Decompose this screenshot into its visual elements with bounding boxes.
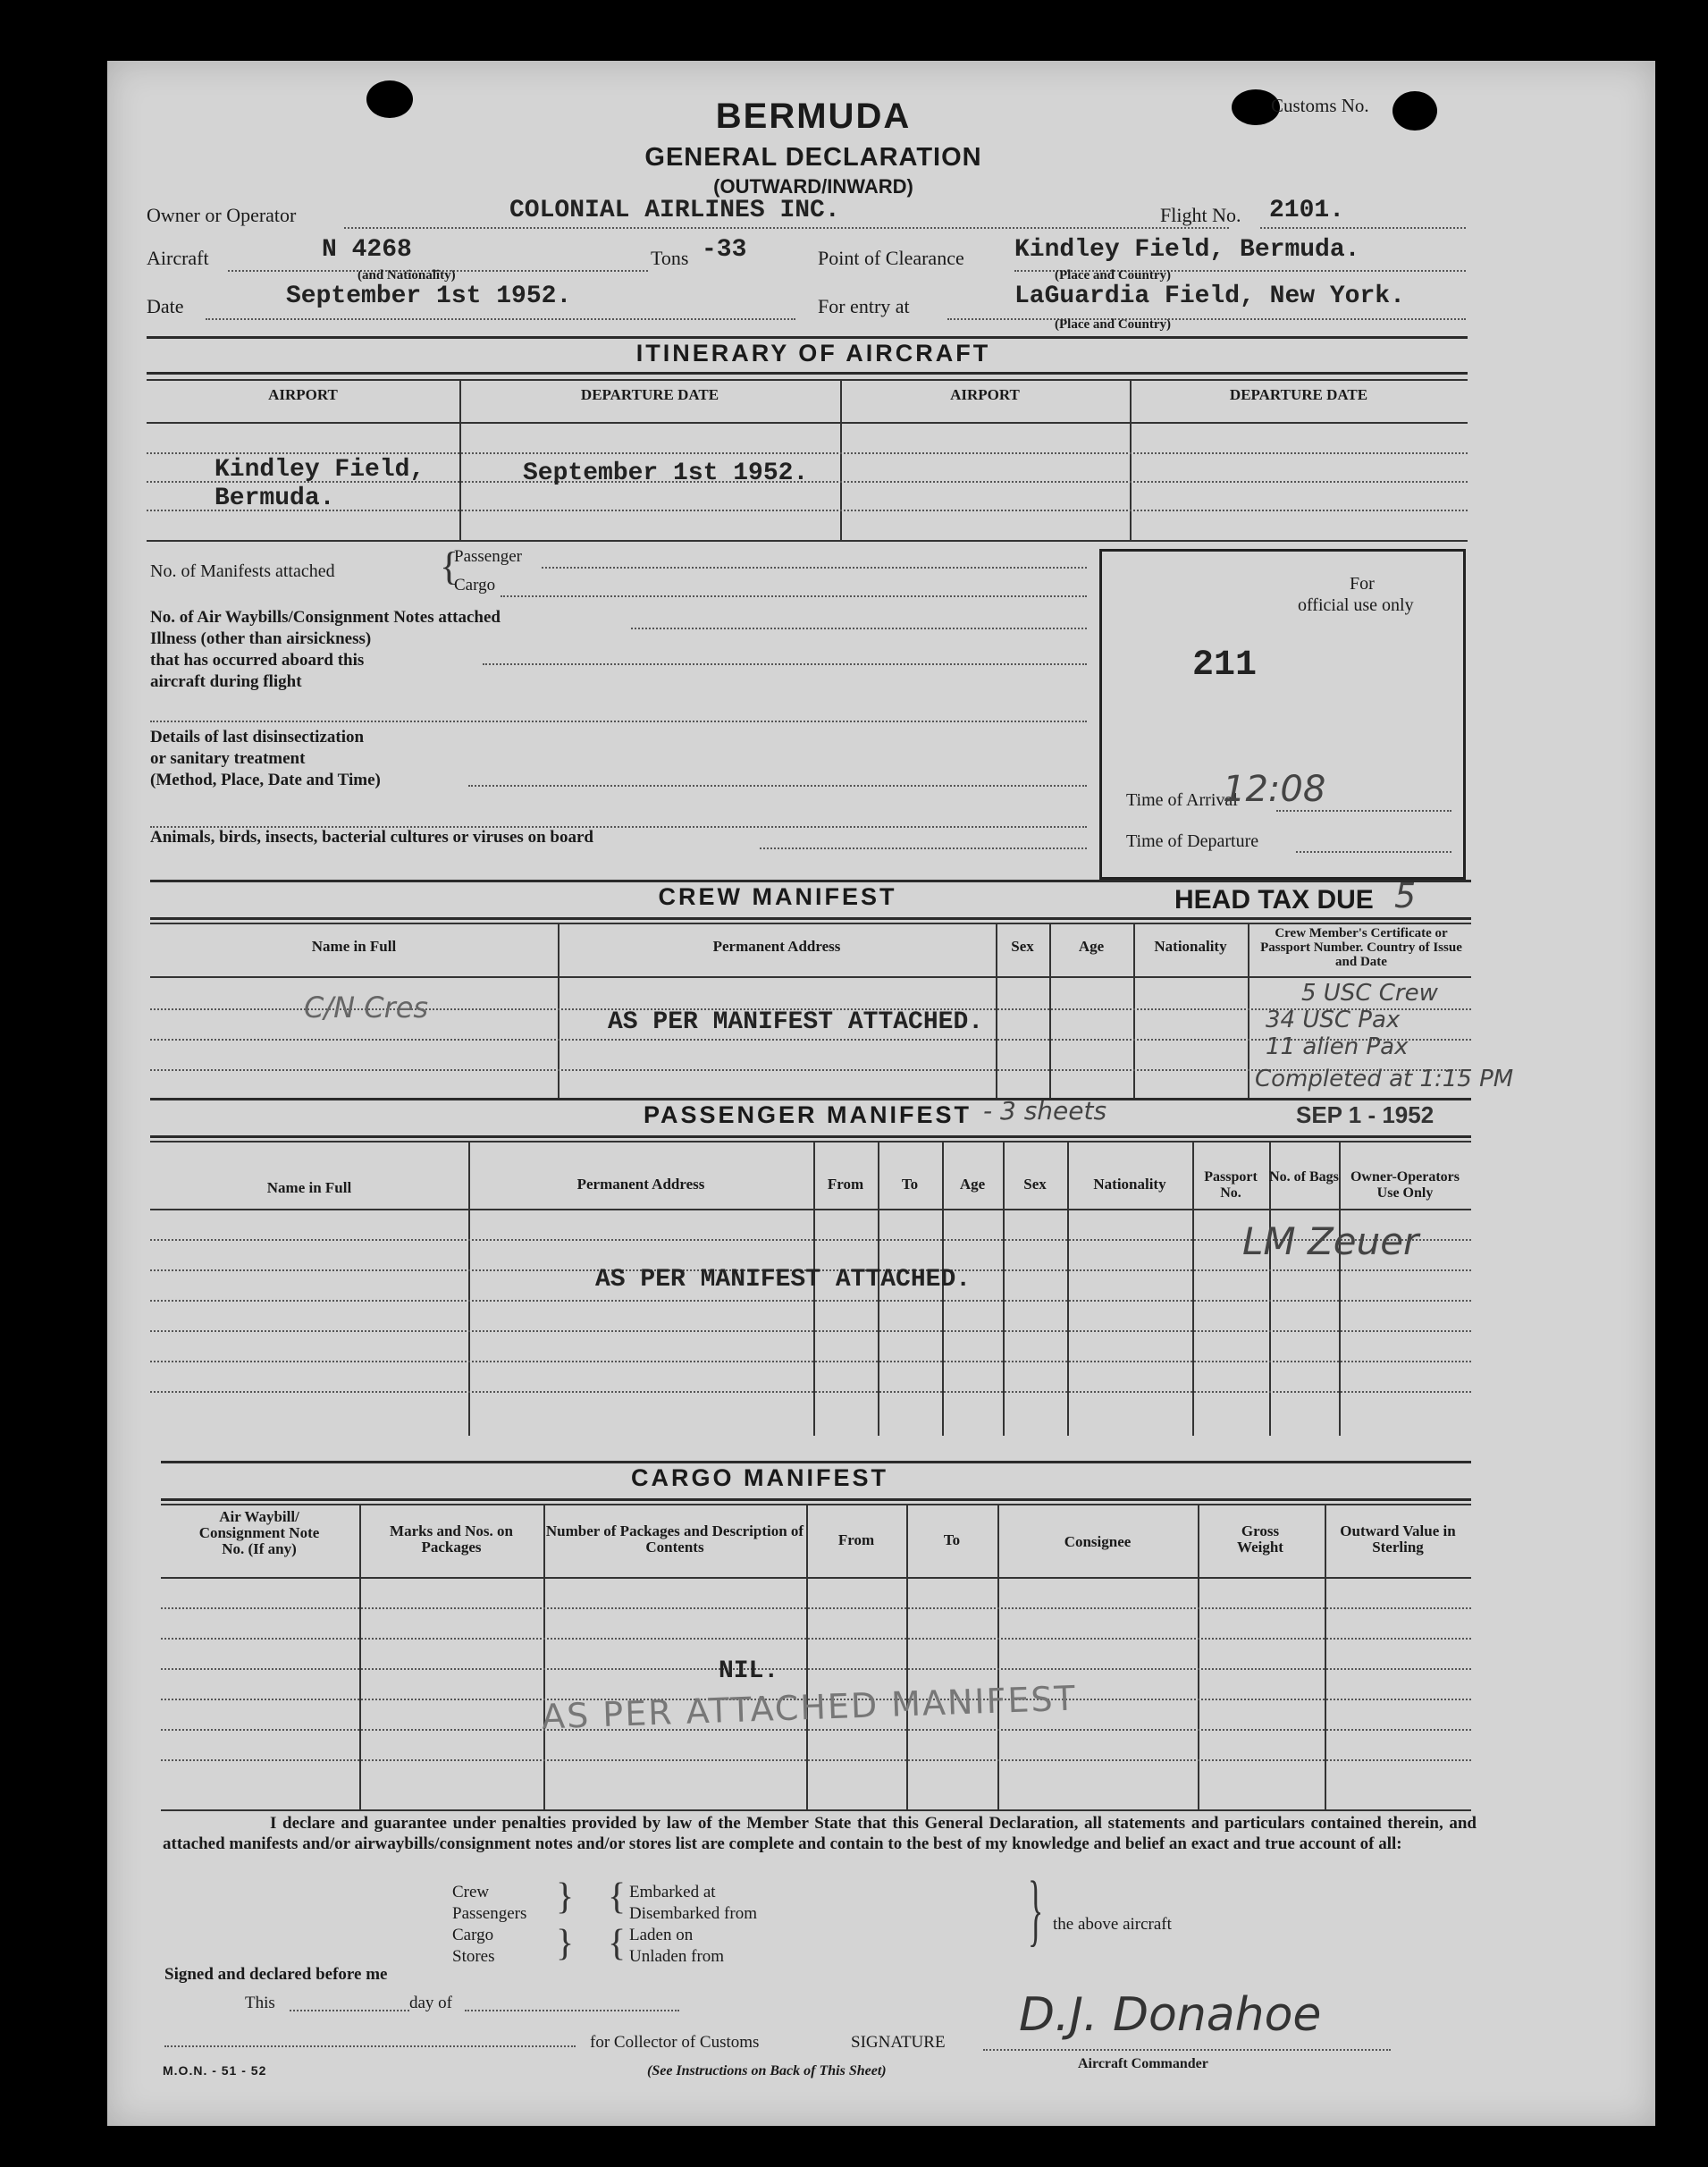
arrival-value: 12:08 — [1223, 769, 1326, 810]
passenger-label: Passenger — [454, 547, 522, 566]
brace: } — [556, 1876, 575, 1918]
disinsect-line2: or sanitary treatment — [150, 749, 306, 768]
manifests-label: No. of Manifests attached — [150, 561, 335, 581]
illness-line2: that has occurred aboard this — [150, 651, 365, 670]
decl-passengers: Passengers — [452, 1904, 527, 1923]
decl-instructions: (See Instructions on Back of This Sheet) — [647, 2063, 887, 2078]
cargo-col-from: From — [837, 1531, 875, 1548]
decl-collector: for Collector of Customs — [590, 2033, 760, 2052]
pax-col-sex: Sex — [1023, 1176, 1047, 1193]
passenger-date-stamp: SEP 1 - 1952 — [1296, 1101, 1435, 1128]
pax-col-address: Permanent Address — [576, 1176, 705, 1193]
decl-this: This — [245, 1994, 275, 2012]
official-use-label: official use only — [1298, 595, 1414, 615]
crew-note-2: 34 USC Pax — [1266, 1007, 1401, 1033]
decl-above: the above aircraft — [1053, 1915, 1172, 1934]
brace: { — [440, 544, 459, 588]
crew-name-scrawl: C/N Cres — [304, 991, 429, 1024]
cargo-col-waybill: Air Waybill/ Consignment Note No. (If any) — [198, 1508, 320, 1557]
itinerary-col-airport-2: AIRPORT — [950, 386, 1020, 403]
brace: { — [608, 1876, 627, 1918]
official-number: 211 — [1192, 645, 1258, 686]
decl-commander: Aircraft Commander — [1078, 2056, 1208, 2071]
cargo-label: Cargo — [454, 576, 496, 594]
decl-signed: Signed and declared before me — [164, 1965, 388, 1984]
owner-label: Owner or Operator — [147, 204, 297, 226]
declaration-text: I declare and guarantee under penalties provided by law of the Member State that this General Declaration, all statements and particulars contained therein, and attached manifests and/or airwaybills/consignment notes and/or stores list are complete and contain to the best of my knowledge and belief an exact and true account of all: — [163, 1814, 1477, 1853]
disinsect-line3: (Method, Place, Date and Time) — [150, 771, 381, 789]
pax-col-age: Age — [959, 1176, 986, 1193]
cargo-col-value: Outward Value in Sterling — [1340, 1522, 1456, 1556]
pax-col-bags: No. of Bags — [1269, 1169, 1339, 1185]
itinerary-col-date-2: DEPARTURE DATE — [1229, 386, 1368, 403]
animals-label: Animals, birds, insects, bacterial cultures or viruses on board — [150, 828, 593, 847]
pax-col-passport: Passport No. — [1204, 1169, 1258, 1201]
brace: } — [556, 1923, 575, 1964]
decl-embarked: Embarked at — [629, 1883, 716, 1901]
flight-no-value: 2101. — [1269, 197, 1345, 224]
crew-title: CREW MANIFEST — [658, 883, 897, 910]
itinerary-col-date-1: DEPARTURE DATE — [580, 386, 719, 403]
crew-note-3: 11 alien Pax — [1266, 1033, 1409, 1060]
passenger-title: PASSENGER MANIFEST — [644, 1101, 972, 1128]
form-title: BERMUDA — [715, 97, 912, 136]
punch-hole — [366, 80, 413, 118]
decl-laden: Laden on — [629, 1926, 694, 1944]
cargo-title: CARGO MANIFEST — [631, 1464, 888, 1491]
decl-cargo: Cargo — [452, 1926, 494, 1944]
clearance-label: Point of Clearance — [818, 247, 964, 269]
pax-col-owner: Owner-Operators Use Only — [1350, 1169, 1460, 1201]
itinerary-title: ITINERARY OF AIRCRAFT — [635, 340, 991, 367]
clearance-sub: (Place and Country) — [1055, 268, 1171, 282]
itinerary-col-airport-1: AIRPORT — [268, 386, 338, 403]
declaration-form — [107, 61, 1655, 2126]
decl-day-of: day of — [409, 1994, 453, 2012]
cargo-col-consignee: Consignee — [1064, 1533, 1132, 1550]
decl-signature-label: SIGNATURE — [851, 2033, 946, 2052]
brace: { — [608, 1923, 627, 1964]
cargo-nil: NIL. — [719, 1657, 779, 1685]
form-subtitle: GENERAL DECLARATION — [644, 143, 982, 172]
crew-col-address: Permanent Address — [712, 938, 841, 955]
crew-col-name: Name in Full — [311, 938, 397, 955]
pax-col-to: To — [901, 1176, 919, 1193]
owner-value: COLONIAL AIRLINES INC. — [509, 197, 840, 224]
tons-label: Tons — [651, 247, 689, 269]
cargo-col-to: To — [943, 1531, 961, 1548]
aircraft-label: Aircraft — [147, 247, 209, 269]
crew-note-1: 5 USC Crew — [1301, 980, 1438, 1007]
passenger-body: AS PER MANIFEST ATTACHED. — [595, 1266, 972, 1294]
waybills-label: No. of Air Waybills/Consignment Notes attached — [150, 608, 501, 627]
decl-signature-value: D.J. Donahoe — [1019, 1988, 1322, 2042]
entry-label: For entry at — [818, 295, 910, 317]
tons-value: -33 — [702, 236, 747, 264]
itinerary-airport-2: Bermuda. — [215, 485, 335, 512]
aircraft-value: N 4268 — [322, 236, 412, 264]
passenger-sheets-note: - 3 sheets — [983, 1096, 1107, 1126]
form-number: M.O.N. - 51 - 52 — [163, 2063, 267, 2078]
cargo-handwritten: AS PER ATTACHED MANIFEST — [541, 1678, 1078, 1737]
itinerary-departure-date: September 1st 1952. — [523, 460, 809, 487]
disinsect-line1: Details of last disinsectization — [150, 728, 365, 746]
punch-hole — [1392, 91, 1437, 131]
illness-line1: Illness (other than airsickness) — [150, 629, 372, 648]
arrival-label: Time of Arrival — [1126, 790, 1238, 810]
crew-col-certificate: Crew Member's Certificate or Passport Number. Country of Issue and Date — [1260, 926, 1462, 969]
pax-col-from: From — [827, 1176, 864, 1193]
date-value: September 1st 1952. — [286, 282, 572, 310]
pax-col-name: Name in Full — [266, 1179, 352, 1196]
flight-no-label: Flight No. — [1160, 204, 1241, 226]
entry-sub: (Place and Country) — [1055, 317, 1171, 332]
cargo-col-weight: Gross Weight — [1237, 1522, 1283, 1556]
decl-unladen: Unladen from — [629, 1947, 725, 1966]
head-tax-value: 5 — [1394, 876, 1417, 915]
customs-no-label: Customs No. — [1271, 95, 1369, 116]
entry-value: LaGuardia Field, New York. — [1014, 282, 1405, 310]
decl-crew: Crew — [452, 1883, 490, 1901]
itinerary-airport-1: Kindley Field, — [215, 456, 425, 484]
departure-label: Time of Departure — [1126, 831, 1259, 851]
decl-stores: Stores — [452, 1947, 495, 1966]
crew-col-nationality: Nationality — [1154, 938, 1227, 955]
pax-col-nationality: Nationality — [1093, 1176, 1166, 1193]
crew-note-4: Completed at 1:15 PM — [1255, 1066, 1514, 1092]
illness-line3: aircraft during flight — [150, 672, 302, 691]
date-label: Date — [147, 295, 184, 317]
form-direction: (OUTWARD/INWARD) — [713, 175, 913, 198]
clearance-value: Kindley Field, Bermuda. — [1014, 236, 1360, 264]
head-tax-label: HEAD TAX DUE — [1174, 885, 1374, 915]
decl-disembarked: Disembarked from — [629, 1904, 757, 1923]
passenger-initials: LM Zeuer — [1242, 1219, 1419, 1263]
crew-col-sex: Sex — [1011, 938, 1034, 955]
aircraft-sub: (and Nationality) — [358, 268, 456, 282]
crew-body: AS PER MANIFEST ATTACHED. — [608, 1008, 984, 1036]
cargo-col-packages: Number of Packages and Description of Contents — [545, 1522, 804, 1556]
cargo-col-marks: Marks and Nos. on Packages — [390, 1522, 513, 1556]
brace: } — [1028, 1866, 1044, 1954]
crew-col-age: Age — [1078, 938, 1105, 955]
official-for: For — [1350, 574, 1375, 594]
